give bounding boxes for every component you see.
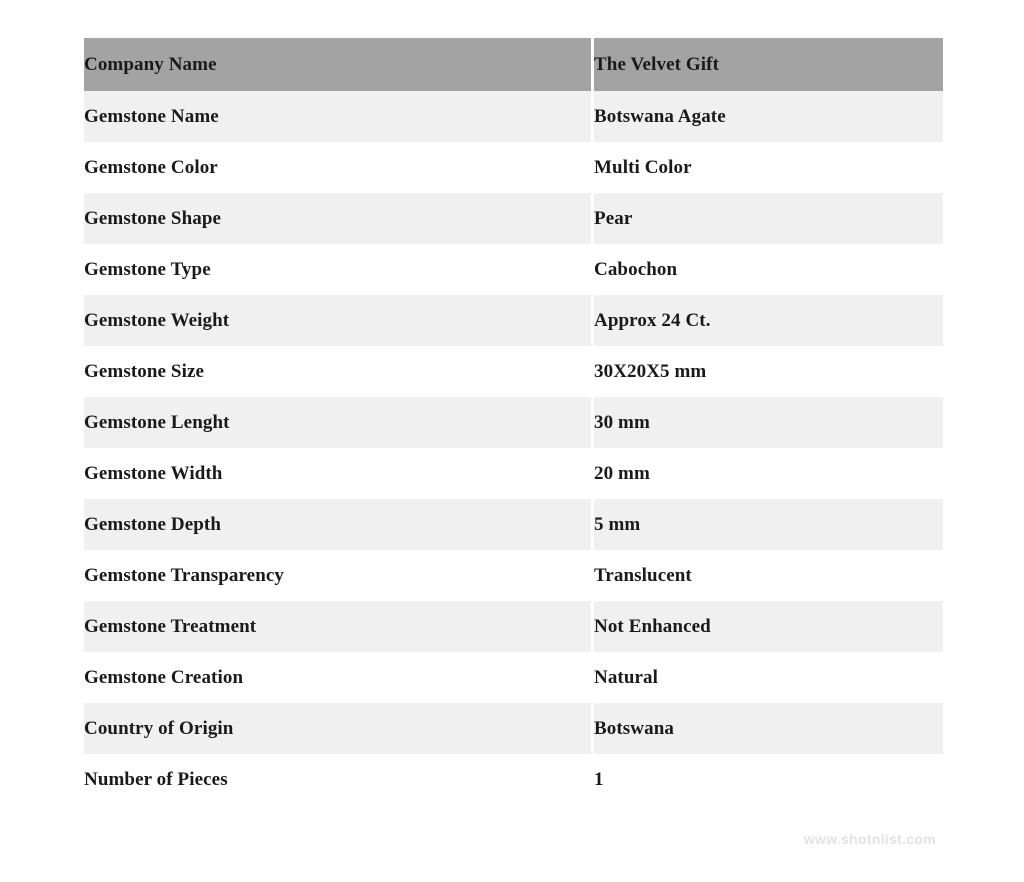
spec-value-cell: Multi Color: [594, 142, 943, 193]
spec-value-cell: Pear: [594, 193, 943, 244]
table-row: [84, 754, 943, 805]
spec-value-cell: Cabochon: [594, 244, 943, 295]
spec-value-cell: 30X20X5 mm: [594, 346, 943, 397]
spec-table-body: [84, 38, 943, 805]
spec-value-cell: 20 mm: [594, 448, 943, 499]
spec-label-cell: Gemstone Weight: [84, 295, 591, 346]
spec-label-cell: Gemstone Name: [84, 91, 591, 142]
table-row: [84, 295, 943, 346]
spec-label-cell: Gemstone Lenght: [84, 397, 591, 448]
spec-label-cell: Gemstone Transparency: [84, 550, 591, 601]
spec-value-cell: Approx 24 Ct.: [594, 295, 943, 346]
spec-value-cell: The Velvet Gift: [594, 38, 943, 91]
spec-label-cell: Gemstone Width: [84, 448, 591, 499]
spec-label-cell: Number of Pieces: [84, 754, 591, 805]
table-row: [84, 550, 943, 601]
gemstone-spec-table: [84, 38, 943, 805]
spec-label-cell: Gemstone Size: [84, 346, 591, 397]
spec-value-cell: 1: [594, 754, 943, 805]
spec-label-cell: Gemstone Depth: [84, 499, 591, 550]
table-row: [84, 652, 943, 703]
spec-value-cell: 5 mm: [594, 499, 943, 550]
spec-label-cell: Gemstone Creation: [84, 652, 591, 703]
spec-value-cell: Translucent: [594, 550, 943, 601]
spec-value-cell: Not Enhanced: [594, 601, 943, 652]
table-row: [84, 38, 943, 91]
table-row: [84, 448, 943, 499]
watermark: www.shotnlist.com: [803, 831, 936, 847]
spec-value-cell: Botswana Agate: [594, 91, 943, 142]
table-row: [84, 142, 943, 193]
table-row: [84, 244, 943, 295]
table-row: [84, 703, 943, 754]
spec-label-cell: Gemstone Shape: [84, 193, 591, 244]
spec-label-cell: Company Name: [84, 38, 591, 91]
spec-label-cell: Gemstone Treatment: [84, 601, 591, 652]
table-row: [84, 346, 943, 397]
spec-value-cell: Natural: [594, 652, 943, 703]
spec-value-cell: 30 mm: [594, 397, 943, 448]
table-row: [84, 397, 943, 448]
table-row: [84, 193, 943, 244]
spec-label-cell: Gemstone Type: [84, 244, 591, 295]
spec-label-cell: Country of Origin: [84, 703, 591, 754]
table-row: [84, 91, 943, 142]
spec-value-cell: Botswana: [594, 703, 943, 754]
table-row: [84, 601, 943, 652]
spec-label-cell: Gemstone Color: [84, 142, 591, 193]
table-row: [84, 499, 943, 550]
